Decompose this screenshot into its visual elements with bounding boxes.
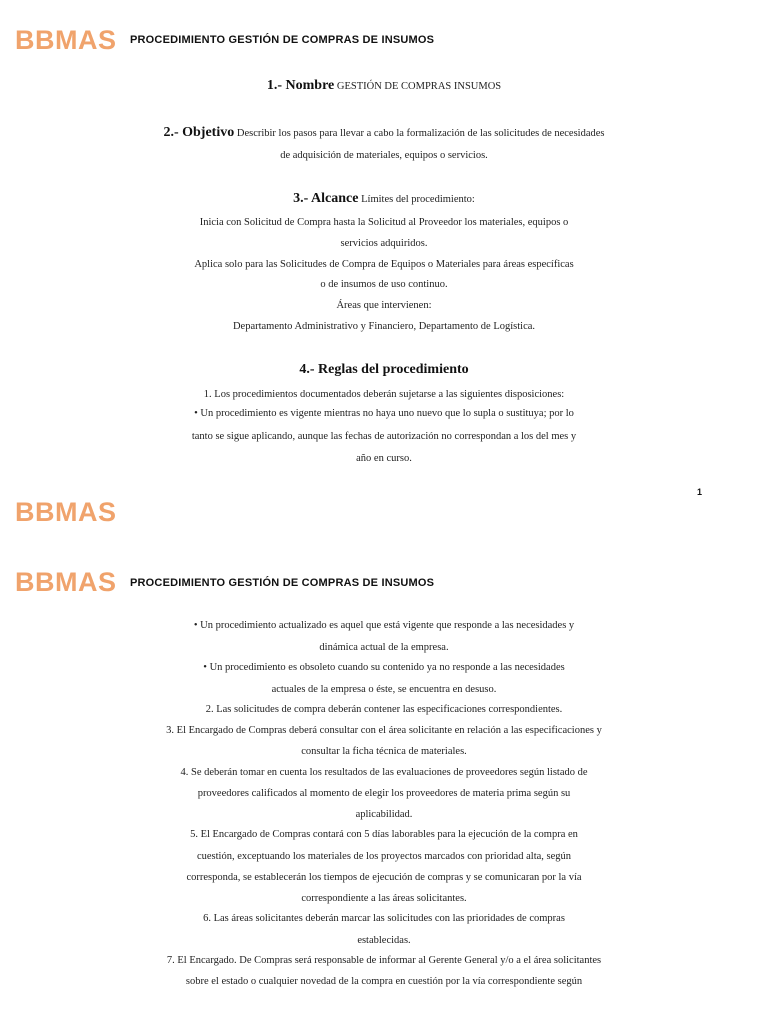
body-line: sobre el estado o cualquier novedad de la compra en cuestión por la vía correspondiente según [185, 976, 583, 987]
footer-logo: BBMAS [15, 497, 117, 527]
body-line: 5. El Encargado de Compras contará con 5 días laborables para la ejecución de la compra en [190, 829, 578, 840]
section-objetivo [0, 125, 768, 141]
document-title: PROCEDIMIENTO GESTIÓN DE COMPRAS DE INSUMOS [130, 34, 435, 46]
brand-logo: BBMAS [15, 567, 117, 597]
body-line: correspondiente a las áreas solicitantes. [301, 893, 467, 904]
body-line: de adquisición de materiales, equipos o servicios. [280, 150, 488, 161]
document-title: PROCEDIMIENTO GESTIÓN DE COMPRAS DE INSUMOS [130, 577, 435, 589]
body-line: 4. Se deberán tomar en cuenta los resultados de las evaluaciones de proveedores según listado de [180, 767, 588, 778]
body-line: cuestión, exceptuando los materiales de los proyectos marcados con prioridad alta, según [196, 851, 572, 862]
body-line: • Un procedimiento es obsoleto cuando su contenido ya no responde a las necesidades [203, 662, 565, 673]
section-text: Límites del procedimiento: [358, 194, 475, 205]
body-line: 6. Las áreas solicitantes deberán marcar las solicitudes con las prioridades de compras [203, 913, 565, 924]
body-line: 3. El Encargado de Compras deberá consultar con el área solicitante en relación a las especificaciones y [166, 725, 602, 736]
body-line: consultar la ficha técnica de materiales. [301, 746, 467, 757]
body-line: Áreas que intervienen: [336, 300, 432, 311]
body-line: o de insumos de uso continuo. [320, 279, 448, 290]
section-label: 3.- Alcance [293, 191, 359, 206]
section-text: Describir los pasos para llevar a cabo la formalización de las solicitudes de necesidades [234, 128, 605, 139]
body-line: establecidas. [357, 935, 411, 946]
section-reglas [0, 362, 768, 378]
body-line: Departamento Administrativo y Financiero, Departamento de Logística. [232, 321, 536, 332]
body-line: • Un procedimiento actualizado es aquel que está vigente que responde a las necesidades y [193, 620, 575, 631]
body-line: 1. Los procedimientos documentados deberán sujetarse a las siguientes disposiciones: [203, 389, 565, 400]
section-text: GESTIÓN DE COMPRAS INSUMOS [334, 81, 502, 92]
body-line: Inicia con Solicitud de Compra hasta la Solicitud al Proveedor los materiales, equipos o [199, 217, 569, 228]
body-line: tanto se sigue aplicando, aunque las fechas de autorización no correspondan a los del mes y [191, 431, 577, 442]
section-label: 4.- Reglas del procedimiento [299, 362, 469, 377]
body-line: dinámica actual de la empresa. [319, 642, 449, 653]
body-line: corresponda, se establecerán los tiempos de ejecución de compras y se comunicaran por la vía [186, 872, 582, 883]
body-line: año en curso. [356, 453, 412, 464]
body-line: 7. El Encargado. De Compras será responsable de informar al Gerente General y/o a el área solicitantes [166, 955, 602, 966]
section-nombre [0, 78, 768, 94]
brand-logo: BBMAS [15, 25, 117, 55]
section-alcance [0, 191, 768, 207]
body-line: 2. Las solicitudes de compra deberán contener las especificaciones correspondientes. [205, 704, 563, 715]
section-label: 2.- Objetivo [163, 125, 235, 140]
section-label: 1.- Nombre [266, 78, 335, 93]
body-line: aplicabilidad. [355, 809, 413, 820]
body-line: actuales de la empresa o éste, se encuentra en desuso. [271, 684, 497, 695]
body-line: servicios adquiridos. [340, 238, 428, 249]
body-line: Aplica solo para las Solicitudes de Compra de Equipos o Materiales para áreas específicas [194, 259, 574, 270]
page-number: 1 [697, 487, 703, 497]
body-line: proveedores calificados al momento de elegir los proveedores de materia prima según su [197, 788, 571, 799]
body-line: • Un procedimiento es vigente mientras no haya uno nuevo que lo supla o sustituya; por lo [194, 408, 574, 419]
